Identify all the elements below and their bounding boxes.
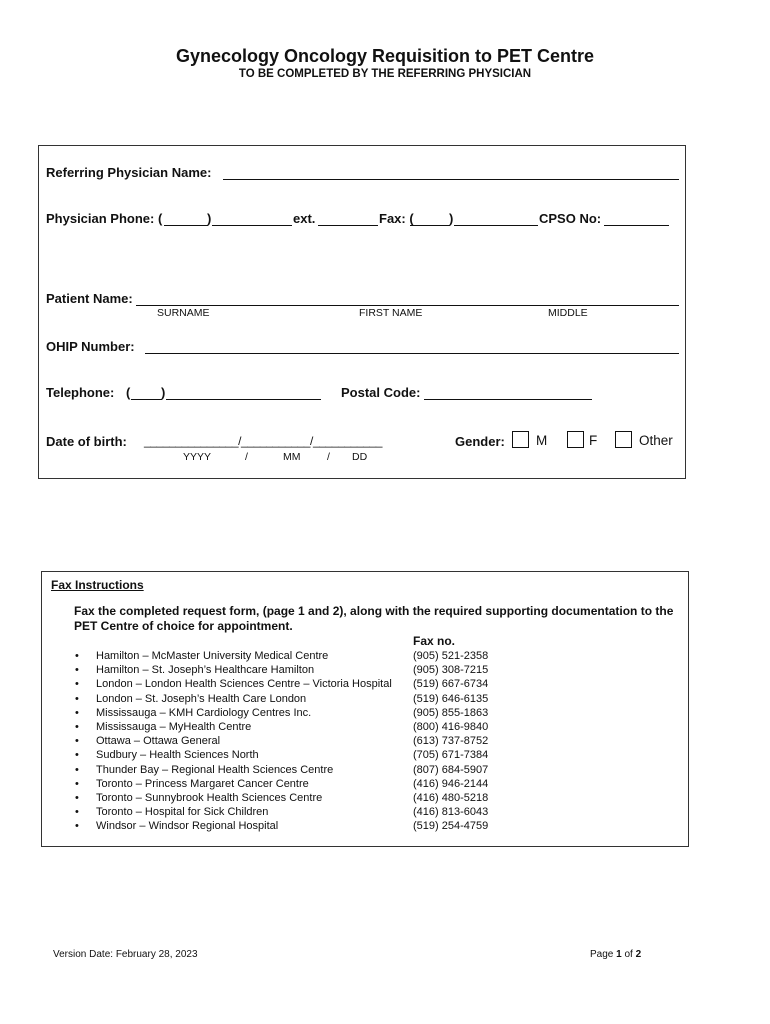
fax-label: Fax: (	[379, 211, 414, 226]
dob-slash-1: /	[245, 451, 248, 463]
page-total: 2	[635, 949, 642, 960]
page-number	[590, 949, 641, 960]
physician-phone-area-field[interactable]	[164, 211, 208, 226]
telephone-label: Telephone:	[46, 385, 115, 400]
centre-name: Sudbury – Health Sciences North	[96, 749, 259, 762]
dob-label: Date of birth:	[46, 434, 127, 449]
fax-number-header: Fax no.	[413, 634, 456, 648]
list-item	[75, 764, 515, 778]
centre-fax-number: (416) 946-2144	[413, 777, 489, 790]
middle-caption: MIDDLE	[548, 307, 588, 319]
bullet-icon: •	[75, 720, 79, 733]
telephone-field[interactable]	[166, 385, 321, 400]
list-item	[75, 707, 515, 721]
fax-area-field[interactable]	[410, 211, 450, 226]
gender-other-label: Other	[639, 433, 673, 448]
ext-label: ext.	[293, 211, 316, 226]
centre-fax-number: (613) 737-8752	[413, 735, 489, 748]
centre-fax-number: (416) 813-6043	[413, 806, 489, 819]
list-item	[75, 749, 515, 763]
list-item	[75, 721, 515, 735]
centre-name: Toronto – Hospital for Sick Children	[96, 806, 269, 819]
bullet-icon: •	[75, 777, 79, 790]
page-subtitle: TO BE COMPLETED BY THE REFERRING PHYSICIAN	[238, 68, 532, 80]
patient-name-field[interactable]	[136, 291, 679, 306]
physician-phone-paren: )	[207, 211, 212, 226]
bullet-icon: •	[75, 706, 79, 719]
centre-name: Toronto – Sunnybrook Health Sciences Centre	[96, 791, 323, 804]
bullet-icon: •	[75, 749, 79, 762]
fax-instructions-heading: Fax Instructions	[51, 578, 144, 592]
centre-name: Ottawa – Ottawa General	[96, 735, 221, 748]
centre-name: Hamilton – St. Joseph’s Healthcare Hamilton	[96, 664, 315, 677]
gender-f-checkbox[interactable]	[567, 431, 584, 448]
centre-fax-number: (705) 671-7384	[413, 749, 489, 762]
list-item	[75, 678, 515, 692]
centre-name: Hamilton – McMaster University Medical Centre	[96, 650, 329, 662]
centre-name: Mississauga – MyHealth Centre	[96, 720, 252, 733]
referring-physician-field[interactable]	[223, 165, 679, 180]
bullet-icon: •	[75, 791, 79, 804]
centre-fax-number: (905) 855-1863	[413, 706, 489, 719]
list-item	[75, 778, 515, 792]
centre-name: Mississauga – KMH Cardiology Centres Inc.	[96, 706, 312, 719]
page-title: Gynecology Oncology Requisition to PET Centre	[175, 46, 595, 66]
bullet-icon: •	[75, 806, 79, 819]
telephone-paren-open: (	[126, 385, 131, 400]
cpso-field[interactable]	[604, 211, 669, 226]
centre-name: London – St. Joseph’s Health Care London	[96, 692, 307, 705]
list-item	[75, 693, 515, 707]
dob-mm-caption: MM	[283, 451, 301, 463]
list-item	[75, 664, 515, 678]
dob-slash-2: /	[327, 451, 330, 463]
bullet-icon: •	[75, 820, 79, 833]
fax-paren: )	[449, 211, 454, 226]
list-item	[75, 650, 515, 664]
fax-instructions-body: Fax the completed request form, (page 1 and 2), along with the required supporting documentation to the PET Centre of choice for appointment.	[74, 604, 674, 633]
dob-dd-caption: DD	[352, 451, 368, 463]
centre-fax-number: (519) 254-4759	[413, 820, 489, 833]
gender-f-label: F	[589, 433, 598, 448]
centre-fax-number: (519) 646-6135	[413, 692, 489, 705]
ext-field[interactable]	[318, 211, 378, 226]
bullet-icon: •	[75, 678, 79, 691]
dob-yyyy-caption: YYYY	[183, 451, 212, 463]
fax-field[interactable]	[454, 211, 538, 226]
list-item	[75, 806, 515, 820]
bullet-icon: •	[75, 650, 79, 662]
referring-physician-label: Referring Physician Name:	[46, 165, 212, 180]
postal-code-field[interactable]	[424, 385, 592, 400]
gender-other-checkbox[interactable]	[615, 431, 632, 448]
centre-name: Windsor – Windsor Regional Hospital	[96, 820, 279, 833]
patient-name-label: Patient Name:	[46, 291, 133, 306]
pet-centre-list	[75, 650, 515, 834]
centre-name: Thunder Bay – Regional Health Sciences Centre	[96, 763, 334, 776]
gender-m-checkbox[interactable]	[512, 431, 529, 448]
centre-fax-number: (807) 684-5907	[413, 763, 489, 776]
dob-field[interactable]: _______________/___________/___________	[144, 434, 382, 448]
page-prefix: Page	[590, 949, 614, 960]
centre-fax-number: (905) 308-7215	[413, 664, 489, 677]
bullet-icon: •	[75, 692, 79, 705]
centre-fax-number: (519) 667-6734	[413, 678, 489, 691]
centre-fax-number: (416) 480-5218	[413, 791, 489, 804]
cpso-label: CPSO No:	[539, 211, 602, 226]
gender-label: Gender:	[455, 434, 505, 449]
gender-m-label: M	[536, 433, 548, 448]
postal-code-label: Postal Code:	[341, 385, 421, 400]
surname-caption: SURNAME	[157, 307, 210, 319]
centre-name: Toronto – Princess Margaret Cancer Centre	[96, 777, 309, 790]
bullet-icon: •	[75, 664, 79, 677]
bullet-icon: •	[75, 763, 79, 776]
bullet-icon: •	[75, 735, 79, 748]
page-of: of	[624, 949, 633, 960]
telephone-paren-close: )	[161, 385, 166, 400]
ohip-label: OHIP Number:	[46, 339, 135, 354]
version-date: Version Date: February 28, 2023	[53, 949, 198, 960]
ohip-field[interactable]	[145, 339, 679, 354]
list-item	[75, 792, 515, 806]
telephone-area-field[interactable]	[131, 385, 162, 400]
physician-phone-label: Physician Phone: (	[46, 211, 163, 226]
page-current: 1	[616, 949, 622, 960]
list-item	[75, 735, 515, 749]
centre-name: London – London Health Sciences Centre – Victoria Hospital	[96, 678, 392, 691]
physician-phone-field[interactable]	[212, 211, 292, 226]
centre-fax-number: (800) 416-9840	[413, 720, 489, 733]
first-name-caption: FIRST NAME	[359, 307, 423, 319]
centre-fax-number: (905) 521-2358	[413, 650, 489, 662]
list-item	[75, 820, 515, 834]
